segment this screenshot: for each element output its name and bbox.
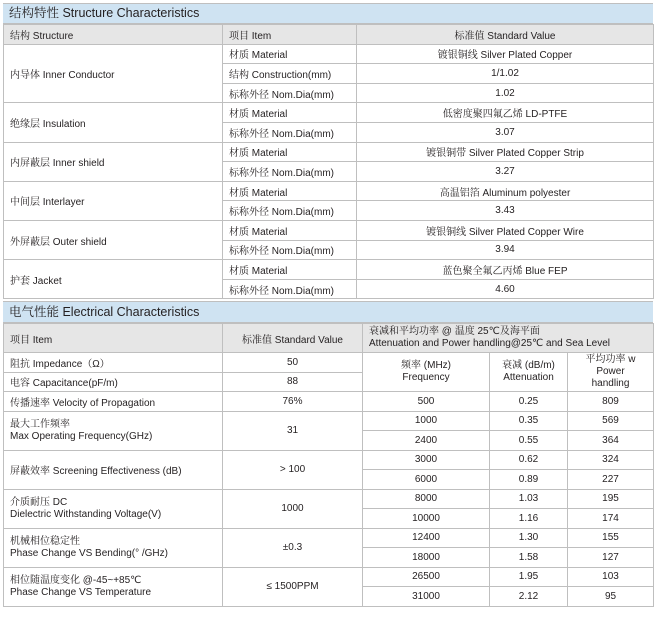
atten-attenuation: 1.30: [490, 528, 568, 548]
table-row: [4, 353, 654, 373]
item-cell: 标称外径 Nom.Dia(mm): [223, 240, 357, 260]
group-name: 内屏蔽层 Inner shield: [4, 142, 223, 181]
atten-attenuation: 2.12: [490, 587, 568, 607]
electrical-item: [4, 411, 223, 450]
col-frequency-en: Frequency: [402, 372, 450, 383]
atten-frequency: 26500: [363, 567, 490, 587]
item-cell: 标称外径 Nom.Dia(mm): [223, 162, 357, 182]
atten-attenuation: 0.62: [490, 450, 568, 470]
electrical-item: [4, 567, 223, 606]
header-standard-value: 标准值 Standard Value: [357, 25, 654, 45]
atten-attenuation: 0.25: [490, 392, 568, 412]
header-attenuation-cn: 衰减和平均功率 @ 温度 25℃及海平面: [369, 326, 540, 337]
value-cell: 蓝色聚全氟乙丙烯 Blue FEP: [357, 260, 654, 280]
col-attenuation-cn: 衰减 (dB/m): [502, 360, 555, 371]
atten-frequency: 500: [363, 392, 490, 412]
electrical-header-row: [4, 324, 654, 353]
group-name: 外屏蔽层 Outer shield: [4, 220, 223, 259]
table-row: [4, 528, 654, 548]
atten-frequency: 8000: [363, 489, 490, 509]
item-cell: 材质 Material: [223, 260, 357, 280]
table-row: [4, 44, 654, 64]
item-cell: 标称外径 Nom.Dia(mm): [223, 122, 357, 142]
atten-frequency: 2400: [363, 431, 490, 451]
atten-power: 195: [568, 489, 654, 509]
atten-attenuation: 1.95: [490, 567, 568, 587]
item-cell: 材质 Material: [223, 220, 357, 240]
value-cell: 3.07: [357, 122, 654, 142]
group-name: 绝缘层 Insulation: [4, 103, 223, 142]
group-name: 内导体 Inner Conductor: [4, 44, 223, 103]
atten-power: 227: [568, 470, 654, 490]
electrical-item: 传播速率 Velocity of Propagation: [4, 392, 223, 412]
col-power: [568, 353, 654, 392]
item-cell: 材质 Material: [223, 103, 357, 123]
col-frequency-cn: 频率 (MHz): [401, 360, 451, 371]
atten-power: 324: [568, 450, 654, 470]
atten-power: 127: [568, 548, 654, 568]
atten-power: 364: [568, 431, 654, 451]
atten-attenuation: 1.58: [490, 548, 568, 568]
header-structure: 结构 Structure: [4, 25, 223, 45]
item-cell: 结构 Construction(mm): [223, 64, 357, 84]
group-name: 护套 Jacket: [4, 260, 223, 299]
atten-power: 95: [568, 587, 654, 607]
electrical-section-title: 电气性能 Electrical Characteristics: [3, 301, 653, 323]
structure-header-row: [4, 25, 654, 45]
electrical-item: [4, 528, 223, 567]
electrical-value: 50: [223, 353, 363, 373]
header-standard-value: 标准值 Standard Value: [223, 324, 363, 353]
value-cell: 镀银铜线 Silver Plated Copper Wire: [357, 220, 654, 240]
atten-frequency: 6000: [363, 470, 490, 490]
electrical-value: 1000: [223, 489, 363, 528]
electrical-table: [3, 323, 654, 607]
atten-frequency: 31000: [363, 587, 490, 607]
col-power-en-1: Power: [596, 366, 625, 377]
atten-power: 174: [568, 509, 654, 529]
electrical-item-cn: 最大工作频率: [10, 418, 70, 430]
atten-attenuation: 0.35: [490, 411, 568, 431]
electrical-item-en: Phase Change VS Temperature: [10, 586, 152, 598]
value-cell: 镀银铜带 Silver Plated Copper Strip: [357, 142, 654, 162]
electrical-item-en: Phase Change VS Bending(° /GHz): [10, 547, 168, 559]
value-cell: 高温铝箔 Aluminum polyester: [357, 181, 654, 201]
electrical-value: 76%: [223, 392, 363, 412]
header-item: 项目 Item: [4, 324, 223, 353]
table-row: [4, 142, 654, 162]
table-row: [4, 392, 654, 412]
structure-section-title: 结构特性 Structure Characteristics: [3, 3, 653, 24]
col-frequency: [363, 353, 490, 392]
value-cell: 3.94: [357, 240, 654, 260]
value-cell: 3.27: [357, 162, 654, 182]
electrical-value: ≤ 1500PPM: [223, 567, 363, 606]
item-cell: 标称外径 Nom.Dia(mm): [223, 279, 357, 299]
electrical-item-en: Max Operating Frequency(GHz): [10, 430, 153, 442]
atten-power: 809: [568, 392, 654, 412]
header-attenuation: [363, 324, 654, 353]
col-attenuation: [490, 353, 568, 392]
value-cell: 低密度聚四氟乙烯 LD-PTFE: [357, 103, 654, 123]
atten-attenuation: 1.03: [490, 489, 568, 509]
col-power-en-2: handling: [591, 378, 630, 389]
value-cell: 4.60: [357, 279, 654, 299]
atten-frequency: 12400: [363, 528, 490, 548]
col-attenuation-en: Attenuation: [503, 372, 554, 383]
electrical-value: 88: [223, 372, 363, 392]
atten-frequency: 3000: [363, 450, 490, 470]
atten-frequency: 1000: [363, 411, 490, 431]
value-cell: 镀银铜线 Silver Plated Copper: [357, 44, 654, 64]
item-cell: 标称外径 Nom.Dia(mm): [223, 83, 357, 103]
group-name: 中间层 Interlayer: [4, 181, 223, 220]
atten-power: 155: [568, 528, 654, 548]
atten-attenuation: 1.16: [490, 509, 568, 529]
table-row: [4, 181, 654, 201]
table-row: [4, 411, 654, 431]
atten-power: 103: [568, 567, 654, 587]
atten-power: 569: [568, 411, 654, 431]
value-cell: 1/1.02: [357, 64, 654, 84]
electrical-item: 电容 Capacitance(pF/m): [4, 372, 223, 392]
electrical-item-cn: 介质耐压 DC: [10, 496, 68, 508]
table-row: [4, 220, 654, 240]
electrical-item: [4, 489, 223, 528]
item-cell: 材质 Material: [223, 44, 357, 64]
electrical-value: > 100: [223, 450, 363, 489]
electrical-item-cn: 机械相位稳定性: [10, 535, 80, 547]
atten-attenuation: 0.55: [490, 431, 568, 451]
atten-frequency: 18000: [363, 548, 490, 568]
electrical-value: 31: [223, 411, 363, 450]
item-cell: 材质 Material: [223, 142, 357, 162]
item-cell: 标称外径 Nom.Dia(mm): [223, 201, 357, 221]
atten-attenuation: 0.89: [490, 470, 568, 490]
header-attenuation-en: Attenuation and Power handling@25℃ and Sea Level: [369, 338, 610, 349]
item-cell: 材质 Material: [223, 181, 357, 201]
value-cell: 1.02: [357, 83, 654, 103]
structure-table: [3, 24, 654, 299]
col-power-cn: 平均功率 w: [585, 354, 636, 365]
electrical-item-en: Dielectric Withstanding Voltage(V): [10, 508, 162, 520]
table-row: [4, 489, 654, 509]
table-row: [4, 103, 654, 123]
electrical-item: 屏蔽效率 Screening Effectiveness (dB): [4, 450, 223, 489]
value-cell: 3.43: [357, 201, 654, 221]
table-row: [4, 450, 654, 470]
table-row: [4, 260, 654, 280]
atten-frequency: 10000: [363, 509, 490, 529]
table-row: [4, 567, 654, 587]
electrical-item: 阻抗 Impedance（Ω）: [4, 353, 223, 373]
electrical-value: ±0.3: [223, 528, 363, 567]
header-item: 项目 Item: [223, 25, 357, 45]
electrical-item-cn: 相位随温度变化 @-45~+85℃: [10, 574, 142, 586]
